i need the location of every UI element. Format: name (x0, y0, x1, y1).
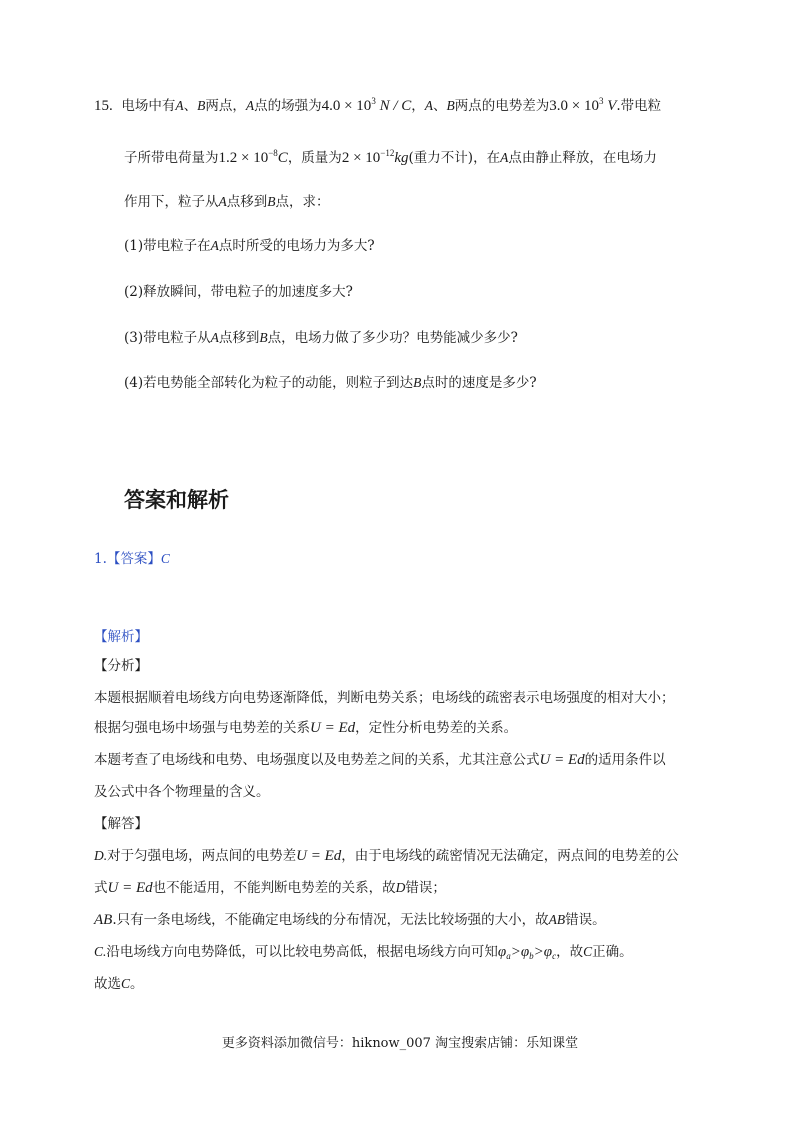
question-line-1: 15. 电场中有A、B两点，A点的场强为$4.0 \times 10^3$ N / C，A、B两点的电势差为$3.0 \times 10^3$ V.带电粒 (94, 96, 662, 114)
potential-comparison: $\varphi_a>\varphi_b>\varphi_c$ (497, 944, 557, 961)
solution-c: C.沿电场线方向电势降低，可以比较电势高低，根据电场线方向可知$\varphi_a>\varphi_b>\varphi_c$，故C正确。 (94, 944, 633, 961)
formula-u-ed: U = Ed (310, 720, 356, 736)
charge-value: $1.2 \times 10^{-8}C$ (218, 148, 288, 166)
conclusion: 故选C。 (94, 976, 144, 992)
mass-value: $2 \times 10^{-12}kg$ (341, 148, 409, 166)
question-line-3: 作用下，粒子从A点移到B点，求： (124, 194, 330, 210)
sub-question-3: (3)带电粒子从A点移到B点，电场力做了多少功？电势能减少多少? (124, 330, 518, 346)
analysis-label: 【解析】 (94, 629, 148, 645)
field-strength-value: $4.0 \times 10^3$ N / C (321, 96, 412, 114)
page-footer: 更多资料添加微信号：hiknow_007 淘宝搜索店铺：乐知课堂 (221, 1036, 579, 1051)
solution-d-line2: 式U = Ed也不能适用，不能判断电势差的关系，故D错误； (94, 880, 446, 896)
analysis-p3: 本题考查了电场线和电势、电场强度以及电势差之间的关系，尤其注意公式U = Ed的适用条件以 (94, 752, 666, 768)
analysis-p4: 及公式中各个物理量的含义。 (94, 784, 270, 800)
analysis-p1: 本题根据顺着电场线方向电势逐渐降低，判断电势关系；电场线的疏密表示电场强度的相对大小； (94, 690, 675, 706)
sub-question-2: (2)释放瞬间，带电粒子的加速度多大? (124, 284, 353, 300)
sub-question-4: (4)若电势能全部转化为粒子的动能，则粒子到达B点时的速度是多少? (124, 375, 537, 391)
solution-d-line1: D.对于匀强电场，两点间的电势差U = Ed，由于电场线的疏密情况无法确定，两点间的电势差的公 (94, 848, 679, 864)
question-line-2: 子所带电荷量为$1.2 \times 10^{-8}C$，质量为$2 \times 10^{-12}kg$(重力不计)，在A点由静止释放，在电场力 (124, 148, 657, 166)
answer-1: 1.【答案】C (94, 551, 170, 567)
analysis-p2: 根据匀强电场中场强与电势差的关系U = Ed，定性分析电势差的关系。 (94, 720, 518, 736)
fenxi-label: 【分析】 (94, 658, 148, 674)
section-heading: 答案和解析 (124, 488, 229, 512)
sub-question-1: (1)带电粒子在A点时所受的电场力为多大? (124, 238, 375, 254)
jieda-label: 【解答】 (94, 816, 148, 832)
potential-difference-value: $3.0 \times 10^3$ V (549, 96, 617, 114)
solution-ab: AB.只有一条电场线，不能确定电场线的分布情况，无法比较场强的大小，故AB错误。 (94, 912, 606, 928)
question-number: 15. (94, 98, 113, 114)
